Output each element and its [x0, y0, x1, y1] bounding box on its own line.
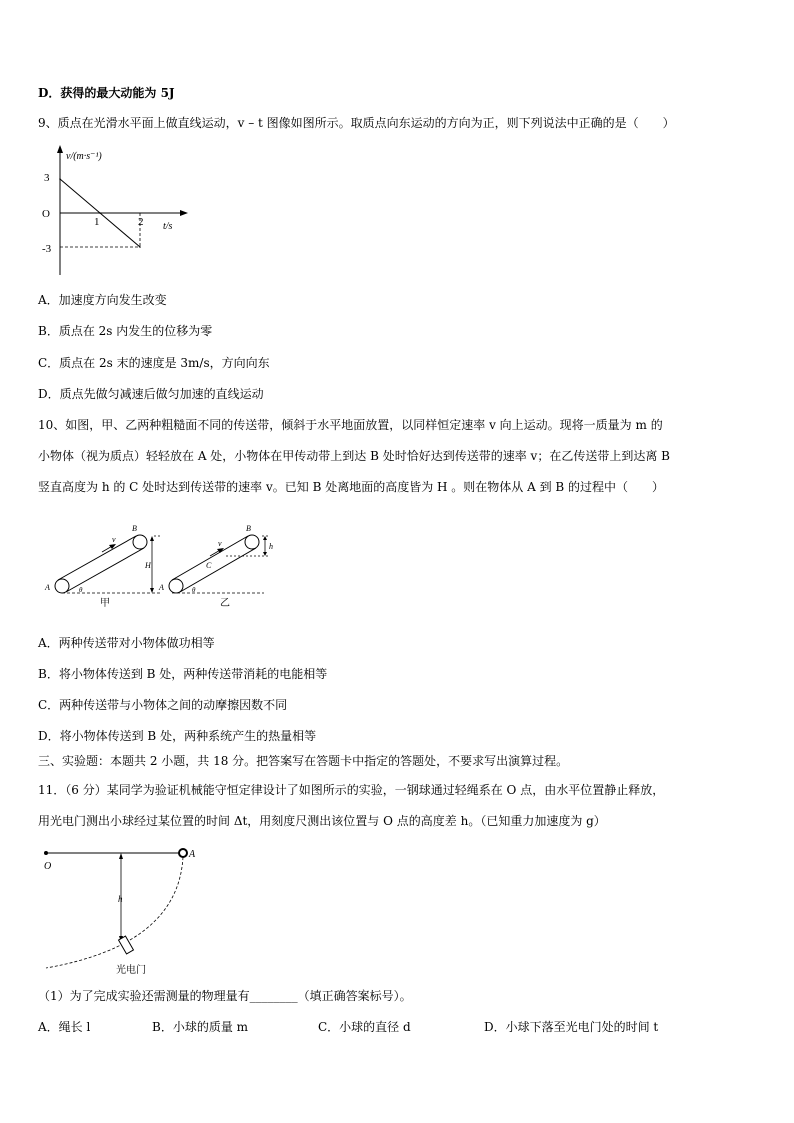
- q10-option-d: D．将小物体传送到 B 处，两种系统产生的热量相等: [38, 729, 317, 743]
- svg-text:A: A: [159, 583, 164, 592]
- vt-data-point-0: [59, 178, 61, 180]
- section-3-header: 三、实验题：本题共 2 小题，共 18 分。把答案写在答题卡中指定的答题处，不要求写出演算过程。: [38, 754, 569, 768]
- vt-origin-label: O: [42, 208, 50, 220]
- vt-graph: [30, 145, 230, 275]
- vt-ylabel: v/(m·s⁻¹): [66, 151, 102, 162]
- q11-option-b: B．小球的质量 m: [152, 1020, 249, 1034]
- svg-text:A: A: [45, 583, 50, 592]
- vt-ytick-neg3: -3: [42, 243, 52, 255]
- conveyor-figure: [42, 520, 272, 610]
- belt-label-yi: 乙: [220, 598, 230, 609]
- vt-ytick-3: 3: [44, 172, 50, 184]
- svg-text:h: h: [269, 542, 273, 551]
- vt-xlabel: t/s: [163, 221, 173, 232]
- svg-text:θ: θ: [79, 586, 83, 594]
- vt-data-point-1: [99, 212, 101, 214]
- q9-option-d: D．质点先做匀减速后做匀加速的直线运动: [38, 387, 264, 401]
- pend-label-a: A: [189, 849, 196, 860]
- q10-stem-line3: 竖直高度为 h 的 C 处时达到传送带的速率 v。已知 B 处离地面的高度皆为 H 。则在物体从 A 到 B 的过程中（ ）: [38, 480, 665, 494]
- svg-text:B: B: [246, 524, 251, 533]
- q11-part1: （1）为了完成实验还需测量的物理量有________（填正确答案标号）。: [38, 989, 412, 1003]
- q11-option-d: D．小球下落至光电门处的时间 t: [484, 1020, 659, 1034]
- pendulum-figure: [38, 840, 208, 980]
- svg-text:θ: θ: [192, 586, 196, 594]
- q9-option-a: A．加速度方向发生改变: [38, 293, 167, 307]
- svg-text:H: H: [145, 561, 151, 570]
- vt-axes: [57, 145, 188, 275]
- q9-option-c: C．质点在 2s 末的速度是 3m/s，方向向东: [38, 356, 270, 370]
- belt-yi: [158, 524, 273, 609]
- pend-label-o: O: [44, 861, 52, 872]
- q10-stem-line1: 10、如图，甲、乙两种粗糙面不同的传送带，倾斜于水平地面放置，以同样恒定速率 v 向上运动。现将一质量为 m 的: [38, 418, 663, 432]
- vt-xtick-1: 1: [94, 216, 100, 228]
- svg-text:C: C: [206, 561, 212, 570]
- q10-stem-line2: 小物体（视为质点）轻轻放在 A 处，小物体在甲传动带上到达 B 处时恰好达到传送带的速率 v；在乙传送带上到达离 B: [38, 449, 670, 463]
- q8-option-d: D．获得的最大动能为 5J: [38, 86, 175, 100]
- q9-option-b: B．质点在 2s 内发生的位移为零: [38, 324, 213, 338]
- belt-jia: [44, 524, 160, 609]
- q11-option-a: A．绳长 l: [38, 1020, 91, 1034]
- pend-label-h: h: [118, 894, 123, 904]
- q11-stem-line1: 11．（6 分）某同学为验证机械能守恒定律设计了如图所示的实验，一钢球通过轻绳系在 O 点，由水平位置静止释放，: [38, 783, 665, 797]
- q9-stem: 9、质点在光滑水平面上做直线运动，v – t 图像如图所示。取质点向东运动的方向为正，则下列说法中正确的是（ ）: [38, 116, 675, 130]
- belt-label-jia: 甲: [100, 598, 110, 609]
- q10-option-a: A．两种传送带对小物体做功相等: [38, 636, 215, 650]
- vt-xtick-2: 2: [138, 216, 144, 228]
- q11-options: [38, 1018, 738, 1034]
- svg-text:v: v: [112, 535, 116, 544]
- photogate-icon: [119, 936, 134, 954]
- photogate-label: 光电门: [116, 965, 146, 976]
- q10-option-c: C．两种传送带与小物体之间的动摩擦因数不同: [38, 698, 288, 712]
- q11-stem-line2: 用光电门测出小球经过某位置的时间 Δt，用刻度尺测出该位置与 O 点的高度差 h。（已知重力加速度为 g）: [38, 814, 606, 828]
- svg-text:v: v: [218, 539, 222, 548]
- svg-text:B: B: [132, 524, 137, 533]
- q11-option-c: C．小球的直径 d: [318, 1020, 411, 1034]
- q10-option-b: B．将小物体传送到 B 处，两种传送带消耗的电能相等: [38, 667, 328, 681]
- vt-guide-lines: [60, 213, 140, 247]
- vt-data-point-2: [139, 246, 141, 248]
